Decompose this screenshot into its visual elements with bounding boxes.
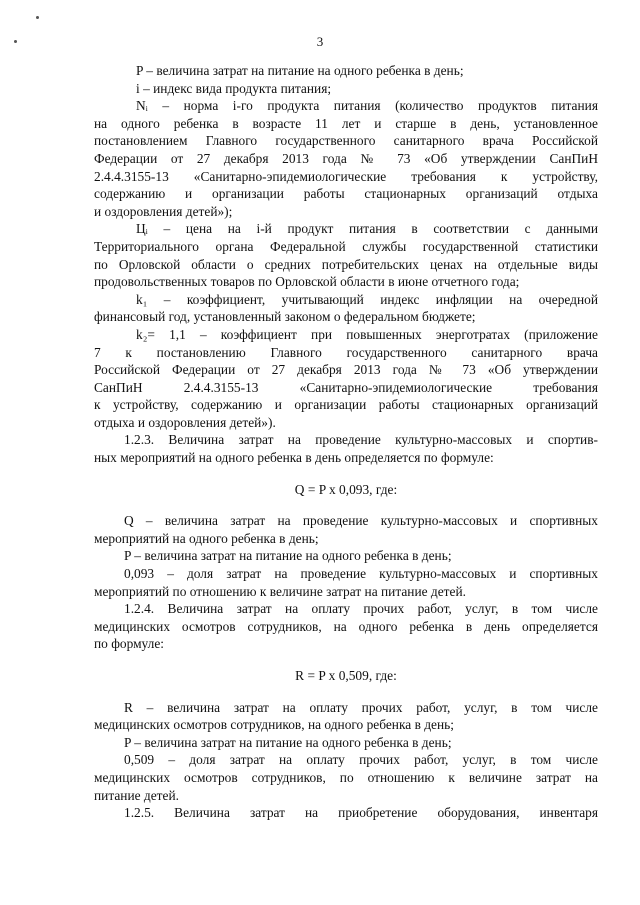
text-line: k₁ – коэффициент, учитывающий индекс инфляции на очередной bbox=[136, 291, 598, 307]
text-line: финансовый год, установленный законом о федеральном бюджете; bbox=[94, 309, 476, 325]
text-line: медицинских осмотров сотрудников, по отношению к величине затрат на bbox=[94, 769, 598, 785]
text-line: k₂= 1,1 – коэффициент при повышенных энерготратах (приложение bbox=[136, 326, 598, 342]
text-line: отдыха и оздоровления детей»). bbox=[94, 414, 276, 430]
text-line: 7 к постановлению Главного государственного санитарного врача bbox=[94, 344, 598, 360]
text-line: i – индекс вида продукта питания; bbox=[136, 80, 332, 96]
scan-speck bbox=[36, 16, 39, 19]
text-line: содержанию и организации работы стационарных организаций отдыха bbox=[94, 186, 598, 202]
text-line: Цᵢ – цена на i-й продукт питания в соответствии с данными bbox=[136, 221, 598, 237]
text-line: Территориального органа Федеральной службы государственной статистики bbox=[94, 238, 598, 254]
text-line: продовольственных товаров по Орловской области в июне отчетного года; bbox=[94, 274, 520, 290]
text-line: по Орловской области о средних потребительских ценах на отдельные виды bbox=[94, 256, 598, 272]
text-line: Nᵢ – норма i-го продукта питания (количество продуктов питания bbox=[136, 98, 598, 114]
text-line: Q = P x 0,093, где: bbox=[294, 481, 398, 497]
page-number: 3 bbox=[316, 34, 324, 49]
text-line: R = P x 0,509, где: bbox=[295, 668, 397, 683]
text-line: P – величина затрат на питание на одного ребенка в день; bbox=[136, 63, 464, 78]
text-line: на одного ребенка в возрасте 11 лет и старше в день, установленное bbox=[94, 115, 598, 131]
text-line: 0,093 – доля затрат на проведение культурно-массовых и спортивных bbox=[124, 566, 598, 582]
text-line: Российской Федерации от 27 декабря 2013 года № 73 «Об утверждении bbox=[94, 362, 598, 378]
text-line: 0,509 – доля затрат на оплату прочих работ, услуг, в том числе bbox=[124, 752, 598, 768]
text-line: и оздоровления детей»); bbox=[94, 203, 233, 219]
text-line: R – величина затрат на оплату прочих работ, услуг, в том числе bbox=[124, 699, 598, 715]
text-line: ных мероприятий на одного ребенка в день определяется по формуле: bbox=[94, 450, 494, 466]
text-line: медицинских осмотров сотрудников, на одного ребенка в день определяется bbox=[94, 618, 598, 634]
text-line: СанПиН 2.4.4.3155-13 «Санитарно-эпидемиологические требования bbox=[94, 379, 598, 395]
text-line: по формуле: bbox=[94, 636, 164, 652]
text-line: 1.2.5. Величина затрат на приобретение оборудования, инвентаря bbox=[124, 805, 598, 821]
text-line: мероприятий на одного ребенка в день; bbox=[94, 530, 319, 546]
text-line: медицинских осмотров сотрудников, на одного ребенка в день; bbox=[94, 717, 454, 733]
text-line: Q – величина затрат на проведение культурно-массовых и спортивных bbox=[124, 513, 598, 529]
text-line: питание детей. bbox=[94, 787, 179, 803]
text-line: мероприятий по отношению к величине затрат на питание детей. bbox=[94, 583, 466, 599]
text-line: к устройству, содержанию и организации работы стационарных организаций bbox=[94, 397, 598, 413]
text-line: 2.4.4.3155-13 «Санитарно-эпидемиологические требования к устройству, bbox=[94, 168, 598, 184]
text-line: 1.2.4. Величина затрат на оплату прочих работ, услуг, в том числе bbox=[124, 601, 598, 617]
text-line: P – величина затрат на питание на одного ребенка в день; bbox=[124, 734, 452, 750]
text-line: 1.2.3. Величина затрат на проведение культурно-массовых и спортив- bbox=[124, 432, 598, 448]
text-line: Федерации от 27 декабря 2013 года № 73 «Об утверждении СанПиН bbox=[94, 150, 598, 166]
document-body bbox=[94, 62, 598, 822]
text-line: постановлением Главного государственного санитарного врача Российской bbox=[94, 133, 598, 149]
text-line: P – величина затрат на питание на одного ребенка в день; bbox=[124, 548, 452, 564]
